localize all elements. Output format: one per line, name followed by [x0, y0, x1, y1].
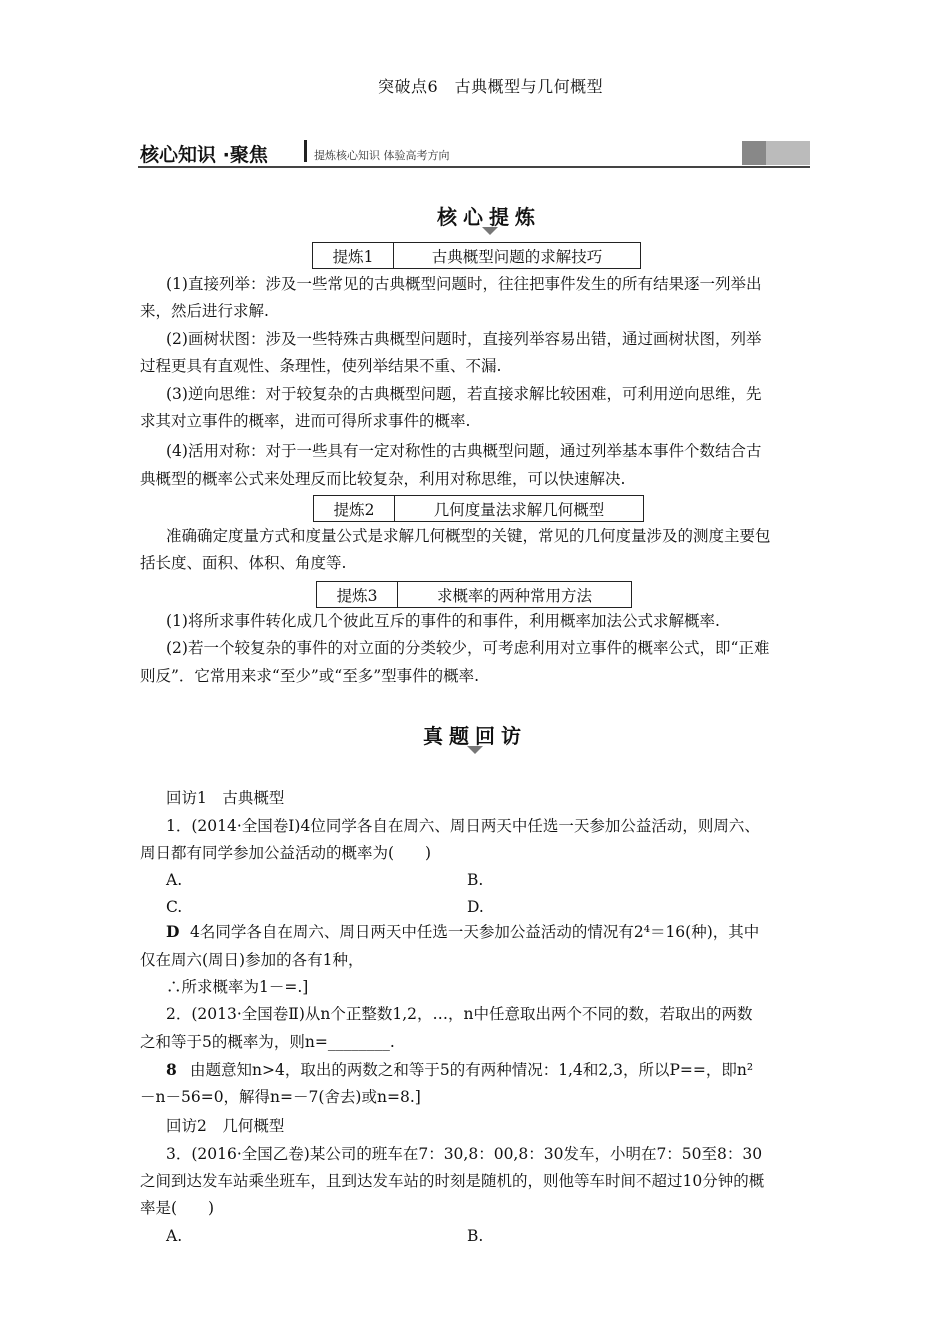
- banner-underline: [138, 166, 810, 168]
- text-line: 过程更具有直观性、条理性，使列举结果不重、不漏.: [140, 357, 502, 375]
- question-line: 周日都有同学参加公益活动的概率为( ): [140, 844, 432, 862]
- question-line: 率是( ): [140, 1199, 215, 1217]
- question-line: 1．(2014·全国卷Ⅰ)4位同学各自在周六、周日两天中任选一天参加公益活动，则周六、: [166, 817, 760, 835]
- banner-decoration: [742, 141, 766, 165]
- answer-letter: 8: [166, 1060, 177, 1079]
- question-line: 3．(2016·全国乙卷)某公司的班车在7：30,8：00,8：30发车，小明在7：50至8：30: [166, 1145, 763, 1163]
- section-heading-exam: 真题回访: [423, 724, 527, 748]
- question-line: 2．(2013·全国卷Ⅱ)从n个正整数1,2，…，n中任意取出两个不同的数，若取出的两数: [166, 1005, 753, 1023]
- text-line: (1)直接列举：涉及一些常见的古典概型问题时，往往把事件发生的所有结果逐一列举出: [166, 275, 762, 293]
- text-line: (4)活用对称：对于一些具有一定对称性的古典概型问题，通过列举基本事件个数结合古: [166, 442, 762, 460]
- topic-box-label: 提炼1: [313, 243, 394, 268]
- section-banner: [138, 138, 810, 168]
- text-line: 典概型的概率公式来处理反而比较复杂，利用对称思维，可以快速解决.: [140, 470, 626, 488]
- banner-decoration-light: [766, 141, 810, 165]
- heading-marker: [482, 227, 498, 235]
- text-line: (1)将所求事件转化成几个彼此互斥的事件的和事件，利用概率加法公式求解概率.: [166, 612, 720, 630]
- topic-box-1: [312, 242, 641, 269]
- subsection-title: 回访1 古典概型: [166, 789, 285, 807]
- answer-line: 由题意知n>4，取出的两数之和等于5的有两种情况：1,4和2,3，所以P==，即n²: [190, 1061, 754, 1079]
- heading-marker: [467, 746, 483, 754]
- topic-box-title: 古典概型问题的求解技巧: [431, 247, 603, 266]
- banner-divider: [304, 140, 307, 162]
- option-a: A.: [166, 871, 183, 889]
- banner-title: 核心知识 ·聚焦: [140, 144, 268, 166]
- subsection-title: 回访2 几何概型: [166, 1117, 285, 1135]
- text-line: 来，然后进行求解.: [140, 302, 269, 320]
- text-line: (2)画树状图：涉及一些特殊古典概型问题时，直接列举容易出错，通过画树状图，列举: [166, 330, 762, 348]
- option-c: C.: [166, 898, 183, 916]
- topic-box-2: [313, 495, 644, 522]
- option-a: A.: [166, 1227, 183, 1245]
- topic-box-title: 几何度量法求解几何概型: [433, 500, 605, 519]
- option-b: B.: [467, 1227, 484, 1245]
- banner-subtitle: 提炼核心知识 体验高考方向: [314, 149, 450, 162]
- topic-box-3: [316, 581, 632, 608]
- text-line: 准确确定度量方式和度量公式是求解几何概型的关键，常见的几何度量涉及的测度主要包: [166, 527, 771, 545]
- text-line: 则反”．它常用来求“至少”或“至多”型事件的概率.: [140, 667, 480, 685]
- question-line: 之间到达发车站乘坐班车，且到达发车站的时刻是随机的，则他等车时间不超过10分钟的概: [140, 1172, 765, 1190]
- answer-line: －n－56=0，解得n=－7(舍去)或n=8.]: [140, 1088, 421, 1106]
- text-line: 求其对立事件的概率，进而可得所求事件的概率.: [140, 412, 471, 430]
- text-line: (2)若一个较复杂的事件的对立面的分类较少，可考虑利用对立事件的概率公式，即“正难: [166, 639, 770, 657]
- topic-box-title: 求概率的两种常用方法: [436, 586, 592, 605]
- text-line: (3)逆向思维：对于较复杂的古典概型问题，若直接求解比较困难，可利用逆向思维，先: [166, 385, 762, 403]
- answer-line: 4名同学各自在周六、周日两天中任选一天参加公益活动的情况有2⁴＝16(种)，其中: [190, 923, 760, 941]
- topic-box-label: 提炼3: [317, 582, 398, 607]
- section-heading-core: 核心提炼: [437, 205, 541, 229]
- answer-line: ∴所求概率为1－=.]: [166, 978, 309, 996]
- question-line: 之和等于5的概率为，则n=________.: [140, 1033, 395, 1051]
- option-d: D.: [467, 898, 484, 916]
- answer-letter: D: [166, 922, 180, 941]
- text-line: 括长度、面积、体积、角度等.: [140, 554, 347, 572]
- option-b: B.: [467, 871, 484, 889]
- topic-box-label: 提炼2: [314, 496, 395, 521]
- answer-line: 仅在周六(周日)参加的各有1种，: [140, 951, 364, 969]
- page-title: 突破点6 古典概型与几何概型: [378, 77, 604, 96]
